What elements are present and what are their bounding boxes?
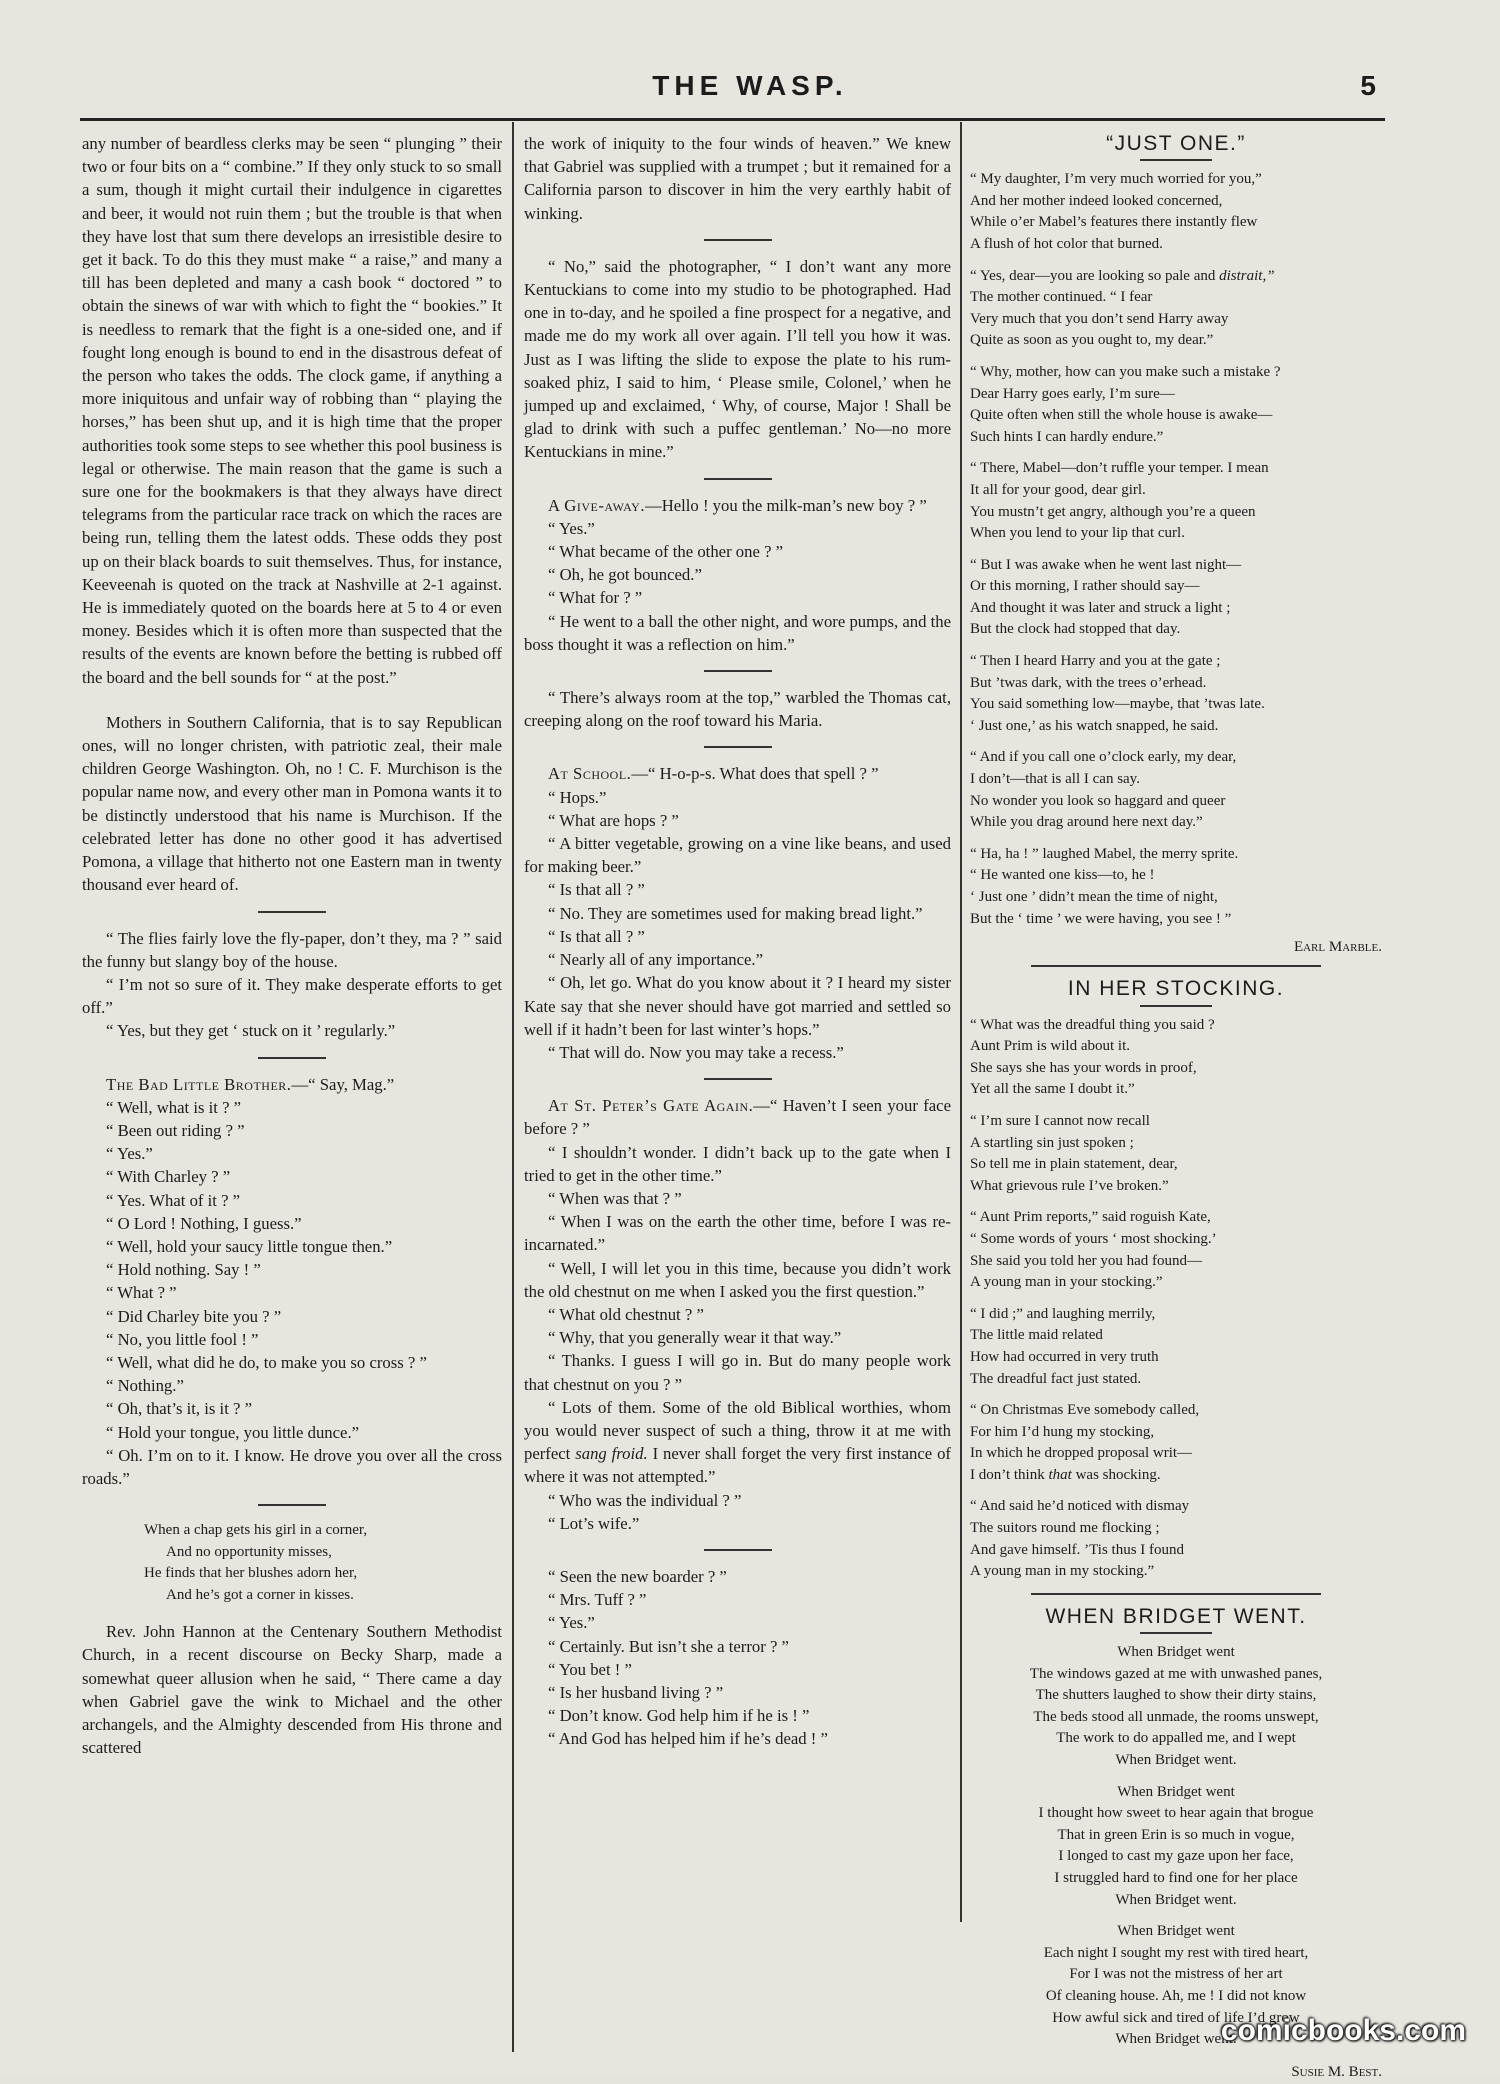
poem-stanza <box>970 1111 1382 1197</box>
verse-line: He finds that her blushes adorn her, <box>144 1565 358 1582</box>
dialogue-line: “ I’m not so sure of it. They make desperate efforts to get off.” <box>82 974 502 1018</box>
dialogue-line: “ Yes. What of it ? ” <box>106 1190 241 1210</box>
verse-line: I struggled hard to find one for her place <box>1054 1870 1298 1886</box>
dialogue-line: “ And God has helped him if he’s dead ! ” <box>548 1729 828 1749</box>
poem-title: “JUST ONE.” <box>1106 132 1246 155</box>
dialogue-line: “ Well, what is it ? ” <box>106 1097 242 1117</box>
verse-line: I longed to cast my gaze upon her face, <box>1058 1848 1294 1865</box>
dialogue-line: “ Why, that you generally wear it that way.” <box>548 1328 842 1348</box>
verse-line: How awful sick and tired of life I’d grow <box>1052 2009 1300 2026</box>
poem-stanza <box>970 1207 1382 1293</box>
dialogue-line <box>524 1396 951 1489</box>
verse-line: And thought it was later and struck a light ; <box>970 599 1231 616</box>
dialogue-line: “ Is that all ? ” <box>548 880 645 900</box>
verse-line: “ There, Mabel—don’t ruffle your temper. I mean <box>970 460 1269 477</box>
verse-line: “ Then I heard Harry and you at the gate ; <box>970 653 1221 670</box>
text-run: that <box>1048 1466 1072 1483</box>
column-left <box>82 132 502 1759</box>
verse-line: I don’t—that is all I can say. <box>970 771 1140 788</box>
verse-line: What grievous rule I’ve broken.” <box>970 1177 1169 1194</box>
verse-line: How had occurred in very truth <box>970 1348 1159 1365</box>
verse-line: “ Why, mother, how can you make such a mistake ? <box>970 363 1281 380</box>
verse-line: Or this morning, I rather should say— <box>970 578 1200 595</box>
dialogue-line: “ Well, what did he do, to make you so cross ? ” <box>106 1352 427 1372</box>
verse-line: Very much that you don’t send Harry away <box>970 310 1229 327</box>
verse-line: “ Some words of yours ‘ most shocking.’ <box>970 1230 1217 1247</box>
verse-line: “ I’m sure I cannot now recall <box>970 1112 1150 1129</box>
verse-line: I thought how sweet to hear again that brogue <box>1038 1805 1314 1822</box>
dialogue-line: “ Is her husband living ? ” <box>548 1682 724 1702</box>
dialogue-line: “ Oh, let go. What do you know about it ? I heard my sister Kate say that she never should have got married and settled so well if it hadn’t been for last winter’s hops.” <box>524 973 951 1039</box>
column-divider <box>960 122 962 1922</box>
separator-rule <box>1140 159 1212 161</box>
dialogue-line: “ Seen the new boarder ? ” <box>548 1566 727 1586</box>
separator-rule <box>704 239 772 241</box>
dialogue-line: —“ Say, Mag.” <box>291 1074 395 1094</box>
verse-line: While o’er Mabel’s features there instantly flew <box>970 214 1258 231</box>
article-paragraph: Mothers in Southern California, that is to say Republican ones, will no longer christen, with patriotic zeal, their male children George Washington. Oh, no ! C. F. Murchison is the popular name now, and every other man in Pomona wants it to be distinctly understood that his name is Murchison. If the celebrated letter has done no other good it has advertised Pomona, a village that hitherto not one Eastern man in twenty thousand ever heard of. <box>82 712 502 895</box>
verse-line: “ Yes, dear—you are looking so pale and distrait,” <box>970 267 1275 284</box>
item-heading: A Give-away. <box>548 495 646 515</box>
dialogue-line: “ What are hops ? ” <box>548 810 679 830</box>
verse-line: When Bridget went <box>1117 1644 1235 1661</box>
verse-line: When Bridget went <box>1117 1923 1235 1940</box>
verse-line: “ My daughter, I’m very much worried for you,” <box>970 171 1262 188</box>
verse-line: A young man in my stocking.” <box>970 1563 1155 1580</box>
text-run: I never shall forget the very first instance of where it was not attempted.” <box>524 1444 951 1487</box>
dialogue-line: “ Yes.” <box>548 1613 595 1633</box>
verse-line: A startling sin just spoken ; <box>970 1134 1134 1151</box>
dialogue-line: “ Well, I will let you in this time, because you didn’t work the old chestnut on me when I asked you the first question.” <box>524 1258 951 1301</box>
verse-line: So tell me in plain statement, dear, <box>970 1156 1178 1173</box>
dialogue-line: “ Been out riding ? ” <box>106 1120 245 1140</box>
separator-rule <box>1140 1005 1212 1007</box>
dialogue-line: “ Mrs. Tuff ? ” <box>548 1590 647 1610</box>
text-run: “ Lots of them. Some of the old Biblical worthies, whom you would never suspect of such a thing, throw it at me with perfect <box>524 1397 951 1464</box>
verse-line: Each night I sought my rest with tired heart, <box>1043 1944 1309 1961</box>
verse-line: The windows gazed at me with unwashed panes, <box>1029 1665 1323 1682</box>
poem-in-her-stocking <box>970 1015 1382 1583</box>
verse-line: Yet all the same I doubt it.” <box>970 1081 1135 1098</box>
st-peter-dialogue-end <box>524 1489 951 1535</box>
poem-title: IN HER STOCKING. <box>1067 977 1285 1001</box>
dialogue-line: “ With Charley ? ” <box>106 1167 231 1187</box>
verse-line: But the clock had stopped that day. <box>970 621 1181 638</box>
text-run: sang froid. <box>575 1444 648 1464</box>
article-paragraph: Rev. John Hannon at the Centenary Southern Methodist Church, in a recent discourse on Becky Sharp, made a somewhat queer allusion when he said, “ There came a day when Gabriel gave the wink to Michael and the other archangels, and the Almighty descended from His throne and scattered <box>82 1622 502 1758</box>
separator-rule <box>704 746 772 748</box>
poem-title: WHEN BRIDGET WENT. <box>1045 1604 1307 1628</box>
dialogue-line: “ Thanks. I guess I will go in. But do many people work that chestnut on you ? ” <box>524 1351 951 1394</box>
header-rule <box>80 118 1385 121</box>
separator-rule <box>1031 965 1321 967</box>
verse-line: “ But I was awake when he went last night— <box>970 556 1242 573</box>
separator-rule <box>258 1057 326 1059</box>
article-paragraph: “ No,” said the photographer, “ I don’t want any more Kentuckians to come into my studio to be photographed. Had one in to-day, and he spoiled a fine prospect for a negative, and made me do my work all over again. I’ll tell you how it was. Just as I was lifting the slide to expose the plate to his rum-soaked phiz, I said to him, ‘ Please smile, Colonel,’ when he jumped up and exclaimed, ‘ Why, of course, Major ! Shall be glad to drink with such a puffec gentleman.’ No—no more Kentuckians in mine.” <box>524 256 951 462</box>
text-run: distrait,” <box>1219 267 1275 284</box>
dialogue-line: “ Yes.” <box>548 518 595 538</box>
verse-line: She said you told her you had found— <box>970 1252 1203 1269</box>
verse-line: The work to do appalled me, and I wept <box>1056 1730 1296 1747</box>
verse-line: A young man in your stocking.” <box>970 1274 1163 1291</box>
dialogue-line: “ That will do. Now you may take a recess.” <box>548 1042 844 1062</box>
verse-line: “ What was the dreadful thing you said ? <box>970 1016 1215 1033</box>
separator-rule <box>704 478 772 480</box>
dialogue-line: “ Yes, but they get ‘ stuck on it ’ regularly.” <box>106 1021 396 1041</box>
separator-rule <box>258 1504 326 1506</box>
dialogue-line: “ Well, hold your saucy little tongue then.” <box>106 1236 393 1256</box>
poem-stanza <box>970 1642 1382 1772</box>
separator-rule <box>704 1078 772 1080</box>
dialogue-line: “ What became of the other one ? ” <box>548 542 784 562</box>
verse-line: “ Ha, ha ! ” laughed Mabel, the merry sprite. <box>970 845 1239 862</box>
poem-when-bridget-went <box>970 1642 1382 2051</box>
verse-line: “ On Christmas Eve somebody called, <box>970 1402 1200 1419</box>
verse-line: When you lend to your lip that curl. <box>970 525 1185 542</box>
school-dialogue <box>524 786 951 1064</box>
verse-line: The dreadful fact just stated. <box>970 1370 1142 1387</box>
dialogue-line: “ What old chestnut ? ” <box>548 1304 704 1324</box>
verse-line: You mustn’t get angry, although you’re a queen <box>970 503 1256 520</box>
verse-line: Such hints I can hardly endure.” <box>970 428 1164 445</box>
article-paragraph <box>82 1073 502 1096</box>
poem-stanza <box>970 1400 1382 1486</box>
verse-line: ‘ Just one,’ as his watch snapped, he said. <box>970 717 1219 734</box>
dialogue-line: “ Oh. I’m on to it. I know. He drove you over all the cross roads.” <box>82 1445 502 1488</box>
dialogue-line: “ No, you little fool ! ” <box>106 1329 259 1349</box>
verse-line: When a chap gets his girl in a corner, <box>144 1522 368 1539</box>
verse-line: She says she has your words in proof, <box>970 1059 1197 1076</box>
dialogue-line: “ What ? ” <box>106 1283 177 1303</box>
poem-stanza <box>970 555 1382 641</box>
flies-dialogue <box>82 927 502 1043</box>
verse-line: Dear Harry goes early, I’m sure— <box>970 385 1175 402</box>
verse-line: While you drag around here next day.” <box>970 814 1203 831</box>
verse-line: A flush of hot color that burned. <box>970 235 1163 252</box>
poem-just-one <box>970 169 1382 930</box>
dialogue-line: “ Nothing.” <box>106 1376 184 1396</box>
verse-line: Quite as soon as you ought to, my dear.” <box>970 332 1214 349</box>
dialogue-line: “ Nearly all of any importance.” <box>548 950 763 970</box>
verse-line: And he’s got a corner in kisses. <box>166 1586 354 1603</box>
verse-line: For him I’d hung my stocking, <box>970 1423 1155 1440</box>
poem-stanza <box>970 1304 1382 1390</box>
verse-line: Aunt Prim is wild about it. <box>970 1038 1131 1055</box>
article-paragraph <box>524 494 951 517</box>
poem-stanza <box>970 844 1382 930</box>
dialogue-line: “ I shouldn’t wonder. I didn’t back up to the gate when I tried to get in the other time.” <box>524 1142 951 1185</box>
poem-stanza <box>970 651 1382 737</box>
verse <box>82 1520 502 1606</box>
dialogue-line: “ You bet ! ” <box>548 1659 632 1679</box>
author-signature: Earl Marble. <box>1293 939 1382 956</box>
dialogue-line: “ Hold nothing. Say ! ” <box>106 1260 261 1280</box>
verse-line: But ’twas dark, with the trees o’erhead. <box>970 674 1207 691</box>
verse-line: The mother continued. “ I fear <box>970 289 1153 306</box>
separator-rule <box>258 911 326 913</box>
bad-brother-dialogue <box>82 1096 502 1490</box>
item-heading: At St. Peter’s Gate Again. <box>548 1096 754 1116</box>
dialogue-line: “ Did Charley bite you ? ” <box>106 1306 282 1326</box>
masthead <box>0 70 1500 110</box>
dialogue-line: “ When I was on the earth the other time, before I was re-incarnated.” <box>524 1212 951 1255</box>
dialogue-line: “ Don’t know. God help him if he is ! ” <box>548 1706 810 1726</box>
article-paragraph <box>524 1094 951 1140</box>
verse-line: And her mother indeed looked concerned, <box>970 192 1223 209</box>
separator-rule <box>1140 1632 1212 1634</box>
dialogue-line: “ Is that all ? ” <box>548 926 645 946</box>
item-heading: The Bad Little Brother. <box>106 1074 292 1094</box>
verse-line: That in green Erin is so much in vogue, <box>1057 1826 1295 1843</box>
dialogue-line: “ Oh, that’s it, is it ? ” <box>106 1399 252 1419</box>
dialogue-line: “ Lot’s wife.” <box>548 1513 640 1533</box>
dialogue-line: —Hello ! you the milk-man’s new boy ? ” <box>645 495 927 515</box>
st-peter-dialogue <box>524 1141 951 1396</box>
page-title: THE WASP. <box>652 70 848 101</box>
boarder-dialogue <box>524 1565 951 1751</box>
poem-stanza <box>970 1496 1382 1582</box>
verse-line: “ I did ;” and laughing merrily, <box>970 1305 1156 1322</box>
verse-line: And no opportunity misses, <box>166 1543 332 1560</box>
poem-stanza <box>970 747 1382 833</box>
column-right <box>970 132 1382 2084</box>
dialogue-line: —“ H-o-p-s. What does that spell ? ” <box>631 764 879 784</box>
author-signature: Susie M. Best. <box>1291 2063 1382 2080</box>
verse-line: “ And if you call one o’clock early, my dear, <box>970 749 1237 766</box>
dialogue-line: “ Yes.” <box>106 1144 153 1164</box>
verse-line: For I was not the mistress of her art <box>1069 1966 1283 1983</box>
dialogue-line: “ Hold your tongue, you little dunce.” <box>106 1422 360 1442</box>
poem-stanza <box>970 1015 1382 1101</box>
verse-line: In which he dropped proposal writ— <box>970 1445 1193 1462</box>
dialogue-line: “ Certainly. But isn’t she a terror ? ” <box>548 1636 789 1656</box>
give-away-dialogue <box>524 517 951 656</box>
verse-line: No wonder you look so haggard and queer <box>970 792 1226 809</box>
verse-line: When Bridget went <box>1117 1783 1235 1800</box>
dialogue-line: “ O Lord ! Nothing, I guess.” <box>106 1213 302 1233</box>
dialogue-line: “ The flies fairly love the fly-paper, don’t they, ma ? ” said the funny but slangy boy of the house. <box>82 928 502 971</box>
verse-line: It all for your good, dear girl. <box>970 481 1146 498</box>
poem-stanza <box>970 169 1382 255</box>
article-paragraph <box>524 762 951 785</box>
article-paragraph: the work of iniquity to the four winds of heaven.” We knew that Gabriel was supplied with a trumpet ; but it remained for a California parson to discover in him the very earthly habit of winking. <box>524 134 951 223</box>
dialogue-line: “ Oh, he got bounced.” <box>548 565 702 585</box>
verse-line: “ And said he’d noticed with dismay <box>970 1498 1190 1515</box>
text-run: was shocking. <box>1071 1466 1161 1483</box>
verse-line: But the ‘ time ’ we were having, you see ! ” <box>970 910 1232 927</box>
dialogue-line: “ A bitter vegetable, growing on a vine like beans, and used for making beer.” <box>524 834 951 877</box>
verse-line: The beds stood all unmade, the rooms unswept, <box>1033 1708 1319 1725</box>
dialogue-line: “ Hops.” <box>548 787 607 807</box>
poem-stanza <box>970 362 1382 448</box>
poem-stanza <box>970 1782 1382 1912</box>
poem-stanza <box>970 266 1382 352</box>
article-paragraph: “ There’s always room at the top,” warbled the Thomas cat, creeping along on the roof toward his Maria. <box>524 688 951 731</box>
separator-rule <box>704 1549 772 1551</box>
page-number: 5 <box>1360 70 1376 101</box>
verse-line: When Bridget went. <box>1115 1891 1237 1908</box>
verse-line: And gave himself. ’Tis thus I found <box>970 1541 1185 1558</box>
column-divider <box>512 122 514 2052</box>
separator-rule <box>704 670 772 672</box>
verse-line: Of cleaning house. Ah, me ! I did not know <box>1045 1987 1307 2004</box>
verse-line: I don’t think that was shocking. <box>970 1466 1161 1483</box>
verse-line: “ Aunt Prim reports,” said roguish Kate, <box>970 1209 1211 1226</box>
article-paragraph: any number of beardless clerks may be seen “ plunging ” their two or four bits on a “ combine.” If they only stuck to so small a sum, though it might curtail their indulgence in cigarettes and beer, it would not ruin them ; but the trouble is that when they have lost that sum there develops an irresistible desire to get it back. To do this they must make “ a raise,” and many a till has been depleted and many a cash book “ doctored ” to obtain the sinews of war with which to fight the “ bookies.” It is needless to remark that the fight is a one-sided one, and if fought long enough is bound to end in the disastrous defeat of the person who takes the odds. The clock game, if anything a more iniquitous and unfair way of robbing than “ playing the horses,” has been shut up, and it is high time that the proper authorities took some steps to see whether this pool business is legal or otherwise. The main reason that the game is such a sure one for the bookmakers is that they always have direct telegrams from the particular race track on which the races are being run, telling them the latest odds. These odds they post up on their black boards to suit themselves. Thus, for instance, Keeveenah is quoted on the track at Nashville at 2-1 against. He is immediately quoted on the boards here at 5 to 4 or even money. Besides which it is often more than suspected that the results of the events are known before the betting is rubbed off the board and the bell sounds for “ at the post.” <box>82 134 502 687</box>
column-middle <box>524 132 951 1751</box>
dialogue-line: —“ Haven’t I seen your face before ? ” <box>524 1096 951 1139</box>
item-heading: At School. <box>548 764 632 784</box>
poem-stanza <box>970 458 1382 544</box>
dialogue-line: “ No. They are sometimes used for making bread light.” <box>548 903 923 923</box>
verse-line: When Bridget went. <box>1115 2031 1237 2048</box>
verse-line: You said something low—maybe, that ’twas late. <box>970 696 1265 713</box>
verse-line: Quite often when still the whole house is awake— <box>970 407 1273 424</box>
verse-line: When Bridget went. <box>1115 1752 1237 1769</box>
verse-line: “ He wanted one kiss—to, he ! <box>970 867 1155 884</box>
verse-line: The suitors round me flocking ; <box>970 1520 1160 1537</box>
dialogue-line: “ Who was the individual ? ” <box>548 1490 742 1510</box>
dialogue-line: “ He went to a ball the other night, and wore pumps, and the boss thought it was a reflection on him.” <box>524 611 951 654</box>
dialogue-line: “ When was that ? ” <box>548 1188 682 1208</box>
dialogue-line: “ What for ? ” <box>548 588 643 608</box>
separator-rule <box>1031 1593 1321 1595</box>
verse-line: ‘ Just one ’ didn’t mean the time of night, <box>970 889 1218 906</box>
verse-line: The little maid related <box>970 1327 1103 1344</box>
watermark-logo: comicbooks.com <box>1220 2014 1466 2047</box>
verse-line: The shutters laughed to show their dirty stains, <box>1035 1687 1317 1704</box>
